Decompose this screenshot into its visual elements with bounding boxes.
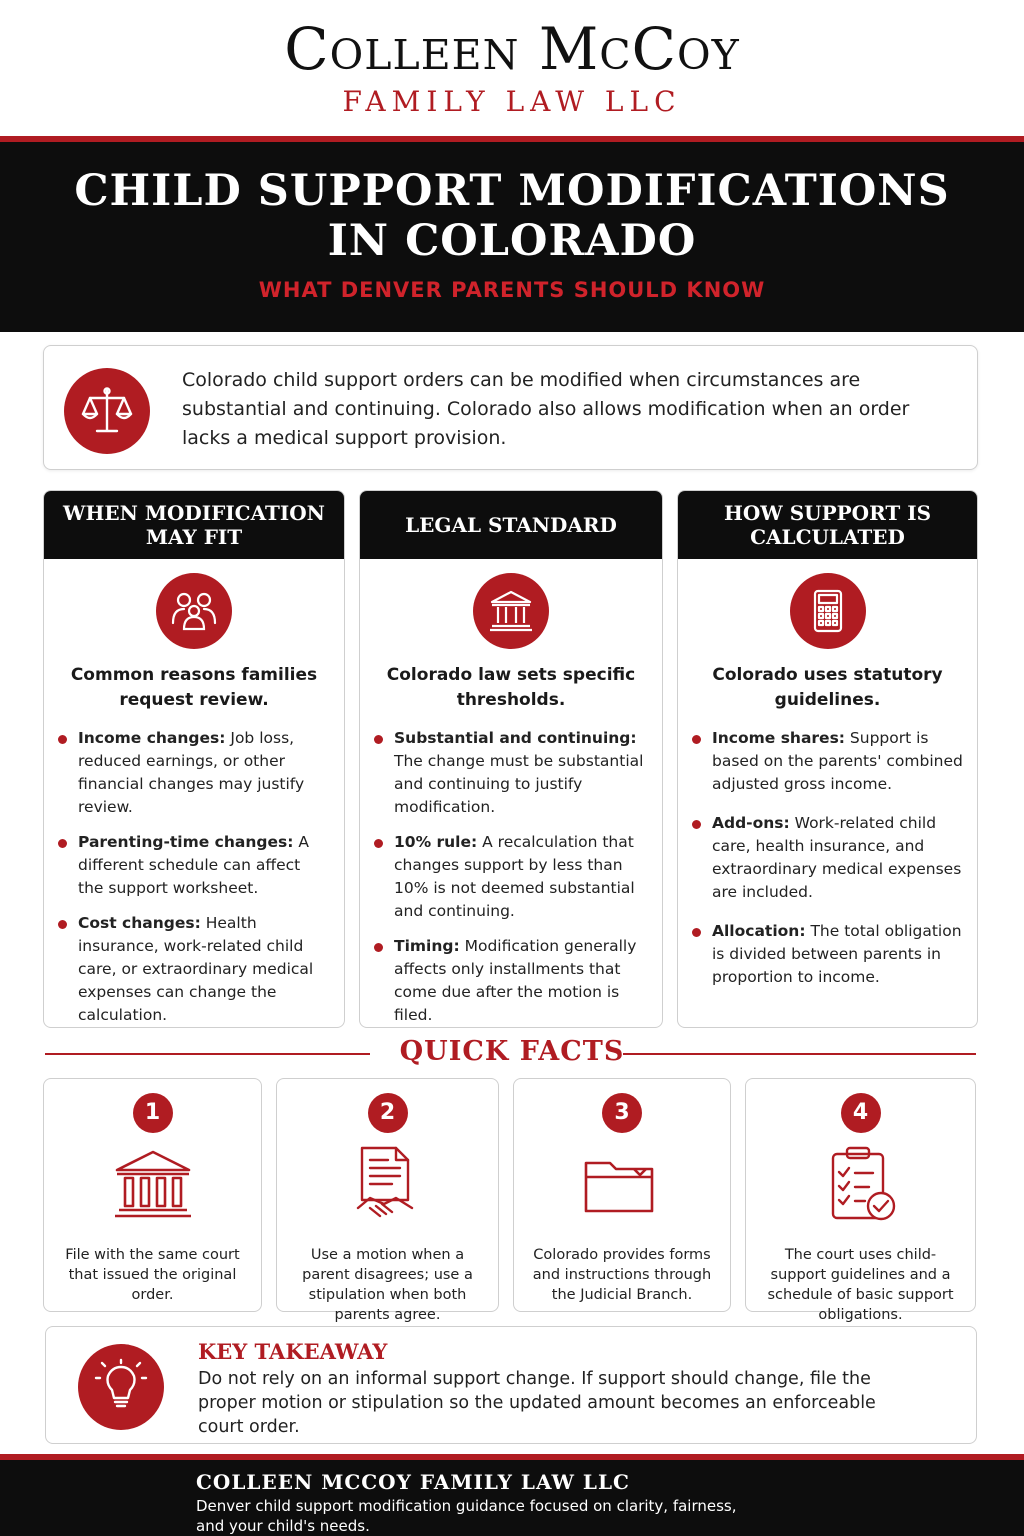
fact-text: File with the same court that issued the original order. xyxy=(65,1247,240,1303)
fact-text: Use a motion when a parent disagrees; use a stipulation when both parents agree. xyxy=(302,1247,473,1323)
brand-header xyxy=(0,0,1024,136)
item-text: The total obligation is divided between parents in proportion to income. xyxy=(712,922,962,986)
column-legal-standard xyxy=(359,490,663,1028)
key-takeaway-card xyxy=(45,1326,977,1444)
item-text: The change must be substantial and continuing to justify modification. xyxy=(394,752,644,816)
checklist-icon xyxy=(816,1141,906,1231)
list-item xyxy=(712,812,963,904)
fact-number: 1 xyxy=(133,1093,173,1133)
fact-number: 4 xyxy=(841,1093,881,1133)
item-text: Modification generally affects only installments that come due after the motion is filed. xyxy=(394,937,637,1024)
item-text: A different schedule can affect the support worksheet. xyxy=(78,833,309,897)
list-item xyxy=(394,727,648,819)
list-item xyxy=(394,831,648,923)
brand-subtitle: FAMILY LAW LLC xyxy=(342,85,682,118)
folder-icon xyxy=(577,1141,667,1231)
item-label: Income changes: xyxy=(78,729,226,747)
item-label: Allocation: xyxy=(712,922,806,940)
bullet-list xyxy=(678,727,977,989)
fact-text: Colorado provides forms and instructions through the Judicial Branch. xyxy=(532,1247,712,1303)
bullet-list xyxy=(44,727,344,1027)
footer-text: Denver child support modification guidance focused on clarity, fairness, and your child's needs. xyxy=(196,1497,737,1535)
fact-card xyxy=(513,1078,731,1312)
fact-card xyxy=(745,1078,976,1323)
list-item xyxy=(712,920,963,989)
page-title-line1: CHILD SUPPORT MODIFICATIONS xyxy=(74,166,950,216)
item-label: Timing: xyxy=(394,937,460,955)
item-label: 10% rule: xyxy=(394,833,478,851)
courthouse-icon xyxy=(473,573,549,649)
column-lead: Colorado uses statutory guidelines. xyxy=(712,665,943,710)
column-when-modification xyxy=(43,490,345,1028)
item-text: A recalculation that changes support by less than 10% is not deemed substantial and continuing. xyxy=(394,833,635,920)
item-label: Cost changes: xyxy=(78,914,201,932)
item-label: Add-ons: xyxy=(712,814,790,832)
quick-facts-title: QUICK FACTS xyxy=(399,1036,625,1067)
fact-number: 3 xyxy=(602,1093,642,1133)
column-heading: LEGAL STANDARD xyxy=(360,491,662,559)
intro-card xyxy=(43,345,978,470)
courthouse-icon xyxy=(108,1141,198,1231)
takeaway-text: Do not rely on an informal support change. If support should change, file the proper motion or stipulation so the updated amount becomes an enforceable court order. xyxy=(198,1369,876,1437)
page-title-line2: IN COLORADO xyxy=(327,216,697,266)
calculator-icon xyxy=(790,573,866,649)
footer-title: COLLEEN MCCOY FAMILY LAW LLC xyxy=(196,1470,630,1494)
item-label: Income shares: xyxy=(712,729,845,747)
bullet-list xyxy=(360,727,662,1027)
fact-text: The court uses child-support guidelines and a schedule of basic support obligations. xyxy=(767,1247,954,1323)
item-text: Work-related child care, health insurance, and extraordinary medical expenses are included. xyxy=(712,814,962,901)
column-heading: HOW SUPPORT IS CALCULATED xyxy=(678,491,977,559)
list-item xyxy=(394,935,648,1027)
intro-text: Colorado child support orders can be modified when circumstances are substantial and continuing. Colorado also allows modification when an order lacks a medical support provision. xyxy=(182,369,910,449)
brand-name: Colleen McCoy xyxy=(284,15,740,83)
column-heading: WHEN MODIFICATION MAY FIT xyxy=(44,491,344,559)
footer xyxy=(0,1454,1024,1536)
list-item xyxy=(712,727,963,796)
family-icon xyxy=(156,573,232,649)
page-subtitle: WHAT DENVER PARENTS SHOULD KNOW xyxy=(258,278,766,302)
item-label: Substantial and continuing: xyxy=(394,729,637,747)
document-handshake-icon xyxy=(343,1141,433,1231)
list-item xyxy=(78,727,330,819)
item-text: Health insurance, work-related child care, or extraordinary medical expenses can change the calculation. xyxy=(78,914,314,1024)
fact-card xyxy=(276,1078,499,1323)
item-text: Job loss, reduced earnings, or other financial changes may justify review. xyxy=(78,729,305,816)
column-lead: Common reasons families request review. xyxy=(70,665,318,710)
takeaway-title: KEY TAKEAWAY xyxy=(198,1339,388,1364)
column-lead: Colorado law sets specific thresholds. xyxy=(386,665,636,710)
item-text: Support is based on the parents' combined adjusted gross income. xyxy=(712,729,963,793)
item-label: Parenting-time changes: xyxy=(78,833,294,851)
lightbulb-icon xyxy=(78,1344,164,1430)
fact-number: 2 xyxy=(368,1093,408,1133)
list-item xyxy=(78,831,330,900)
fact-card xyxy=(43,1078,262,1312)
scales-icon xyxy=(64,368,150,454)
hero-banner xyxy=(0,142,1024,332)
list-item xyxy=(78,912,330,1027)
column-how-calculated xyxy=(677,490,978,1028)
